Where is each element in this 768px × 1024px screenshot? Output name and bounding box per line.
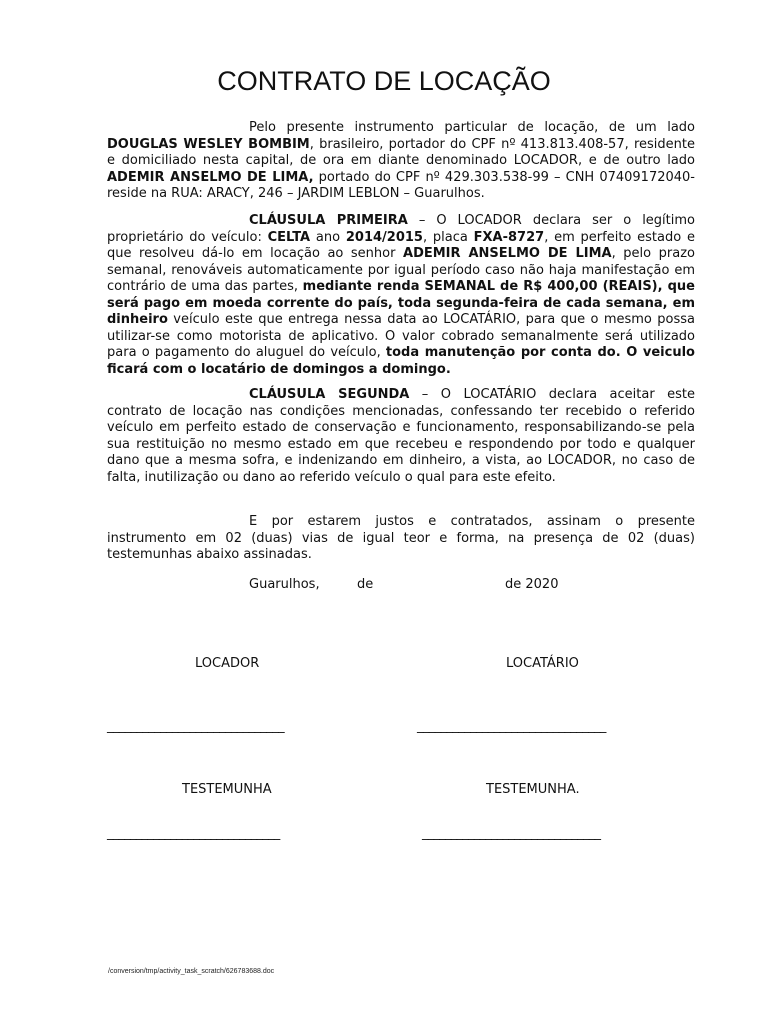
text-segment: portado do CPF nº 429.303.538-99 – CNH 07409172040- reside na RUA: ARACY, 246 – JARDIM LEBLON – Guarulhos. [107,169,695,201]
signature-label-locador: LOCADOR [195,656,260,671]
vehicle-year: 2014/2015 [345,229,423,245]
signature-label-testemunha-2: TESTEMUNHA. [486,782,580,797]
payment-terms: mediante renda SEMANAL de R$ 400,00 (REAIS), que será pago em moeda corrente do país, toda segunda-feira de cada semana, em dinheiro [107,279,695,327]
text-segment: , pelo prazo semanal, renováveis automaticamente por igual período caso não haja manifestação em contrário de uma das partes, [107,246,695,294]
signature-line-locador: ______________________________ [107,719,285,734]
text-segment: Pelo presente instrumento particular de locação, de um lado [249,120,695,135]
paragraph-closing [107,514,695,564]
signature-label-locatario: LOCATÁRIO [506,656,579,671]
document-title: CONTRATO DE LOCAÇÃO [217,66,551,96]
text-segment: , brasileiro, portador do CPF nº 413.813.408-57, residente e domiciliado nesta capital, de ora em diante denominado LOCADOR, e de outro lado [107,136,695,168]
file-path-footer: /conversion/tmp/activity_task_scratch/626783688.doc [108,968,275,975]
clause-heading: CLÁUSULA SEGUNDA [249,387,410,402]
signature-line-testemunha-2: _______________________________ [422,826,601,841]
signature-line-locatario: ________________________________ [417,719,606,734]
vehicle-model: CELTA [267,229,311,245]
signature-label-testemunha-1: TESTEMUNHA [182,782,272,797]
signature-line-testemunha-1: ______________________________ [107,826,280,841]
locatario-name: ADEMIR ANSELMO DE LIMA, [107,169,314,185]
text-segment: – O LOCATÁRIO declara aceitar este contrato de locação nas condições mencionadas, confessando ter recebido o referido veículo em perfeito estado de conservação e funcionamento, responsabilizando-se pela sua restituição no mesmo estado em que recebeu e respondendo por todo e qualquer dano que a mesma sofra, e indenizando em dinheiro, a vista, ao LOCADOR, no caso de falta, inutilização ou dano ao referido veículo o qual para este efeito. [107,387,695,485]
date-year: de 2020 [505,577,559,592]
clause-heading: CLÁUSULA PRIMEIRA [249,213,408,228]
text-segment: veículo este que entrega nessa data ao LOCATÁRIO, para que o mesmo possa utilizar-se como motorista de aplicativo. O valor cobrado semanalmente será utilizado para o pagamento do aluguel do veículo, [107,312,695,360]
date-de: de [357,577,374,592]
text-segment: ano [310,229,346,245]
paragraph-parties [107,120,695,203]
text-segment: , placa [422,229,474,245]
paragraph-clausula-primeira [107,213,695,378]
date-city: Guarulhos, [249,577,320,592]
locador-name: DOUGLAS WESLEY BOMBIM [107,136,310,152]
vehicle-plate: FXA-8727 [473,229,545,245]
text-segment: E por estarem justos e contratados, assinam o presente instrumento em 02 (duas) vias de igual teor e forma, na presença de 02 (duas) testemunhas abaixo assinadas. [107,514,695,562]
maintenance-terms: toda manutenção por conta do. O veiculo ficará com o locatário de domingos a domingo. [107,345,695,377]
paragraph-clausula-segunda [107,387,695,486]
text-segment: – O LOCADOR declara ser o legítimo proprietário do veículo: [107,213,695,245]
text-segment: , em perfeito estado e que resolveu dá-lo em locação ao senhor [107,229,695,261]
locatario-name: ADEMIR ANSELMO DE LIMA [403,246,612,261]
